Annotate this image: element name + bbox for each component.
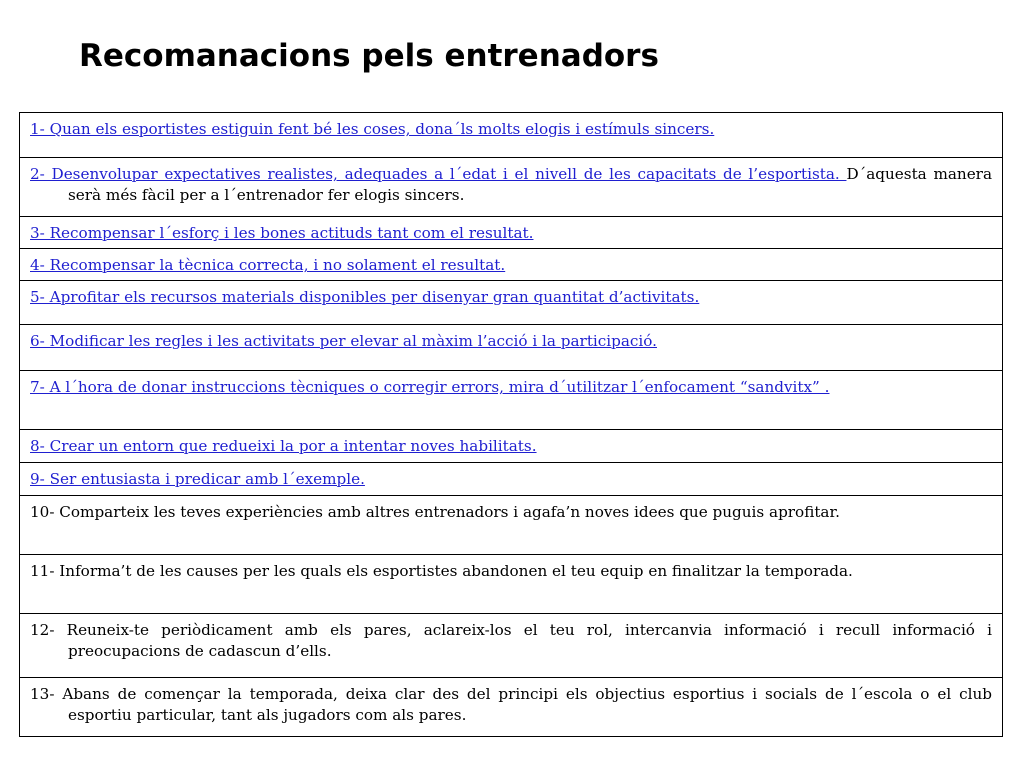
- recommendation-11: [30, 561, 992, 582]
- recommendation-cell-10: [20, 496, 1003, 555]
- recommendation-cell-8: [20, 430, 1003, 463]
- table-row: [20, 249, 1003, 281]
- recommendation-cell-9: [20, 463, 1003, 496]
- recommendation-7: [30, 377, 992, 398]
- recommendation-cell-2: [20, 158, 1003, 217]
- table-row: [20, 678, 1003, 737]
- table-row: [20, 158, 1003, 217]
- recommendation-8-link[interactable]: 8- Crear un entorn que redueixi la por a intentar noves habilitats.: [30, 437, 537, 455]
- recommendation-11-text: 11- Informa’t de les causes per les quals els esportistes abandonen el teu equip en finalitzar la temporada.: [30, 562, 853, 580]
- recommendation-4: [30, 255, 992, 276]
- recommendation-1-link[interactable]: 1- Quan els esportistes estiguin fent bé les coses, dona´ls molts elogis i estímuls sincers.: [30, 120, 715, 138]
- recommendation-13: [30, 684, 992, 726]
- recommendation-cell-3: [20, 217, 1003, 249]
- table-row: [20, 614, 1003, 678]
- recommendation-2-text: D´aquesta manera serà més fàcil per a l´entrenador fer elogis sincers.: [68, 165, 992, 204]
- recommendation-13-text: 13- Abans de començar la temporada, deixa clar des del principi els objectius esportius i socials de l´escola o el club esportiu particular, tant als jugadors com als pares.: [30, 685, 992, 724]
- recommendation-cell-11: [20, 555, 1003, 614]
- recommendation-3-link[interactable]: 3- Recompensar l´esforç i les bones actituds tant com el resultat.: [30, 224, 534, 242]
- recommendation-7-link[interactable]: 7- A l´hora de donar instruccions tècniques o corregir errors, mira d´utilitzar l´enfocament “sandvitx” .: [30, 378, 830, 396]
- recommendation-cell-5: [20, 281, 1003, 325]
- recommendation-12: [30, 620, 992, 662]
- table-row: [20, 325, 1003, 371]
- recommendation-10: [30, 502, 992, 523]
- table-row: [20, 217, 1003, 249]
- recommendation-5-link[interactable]: 5- Aprofitar els recursos materials disponibles per disenyar gran quantitat d’activitats.: [30, 288, 700, 306]
- table-row: [20, 371, 1003, 430]
- table-row: [20, 113, 1003, 158]
- table-row: [20, 281, 1003, 325]
- table-row: [20, 496, 1003, 555]
- recommendation-cell-1: [20, 113, 1003, 158]
- recommendation-cell-4: [20, 249, 1003, 281]
- page-title: Recomanacions pels entrenadors: [79, 38, 659, 74]
- recommendation-2: [30, 164, 992, 206]
- recommendation-6-link[interactable]: 6- Modificar les regles i les activitats per elevar al màxim l’acció i la participació.: [30, 332, 657, 350]
- table-row: [20, 463, 1003, 496]
- recommendation-9: [30, 469, 992, 490]
- recommendation-cell-13: [20, 678, 1003, 737]
- recommendation-1: [30, 119, 992, 140]
- recommendation-3: [30, 223, 992, 244]
- recommendation-4-link[interactable]: 4- Recompensar la tècnica correcta, i no solament el resultat.: [30, 256, 506, 274]
- recommendation-10-text: 10- Comparteix les teves experiències amb altres entrenadors i agafa’n noves idees que puguis aprofitar.: [30, 503, 840, 521]
- recommendation-8: [30, 436, 992, 457]
- recommendation-cell-6: [20, 325, 1003, 371]
- recommendation-6: [30, 331, 992, 352]
- recommendation-cell-7: [20, 371, 1003, 430]
- recommendation-12-text: 12- Reuneix-te periòdicament amb els pares, aclareix-los el teu rol, intercanvia informació i recull informació i preocupacions de cadascun d’ells.: [30, 621, 992, 660]
- recommendation-2-link[interactable]: 2- Desenvolupar expectatives realistes, adequades a l´edat i el nivell de les capacitats de l’esportista.: [30, 165, 847, 183]
- recommendation-cell-12: [20, 614, 1003, 678]
- table-row: [20, 430, 1003, 463]
- recommendation-9-link[interactable]: 9- Ser entusiasta i predicar amb l´exemple.: [30, 470, 365, 488]
- recommendations-table: [19, 112, 1003, 737]
- recommendation-5: [30, 287, 992, 308]
- table-row: [20, 555, 1003, 614]
